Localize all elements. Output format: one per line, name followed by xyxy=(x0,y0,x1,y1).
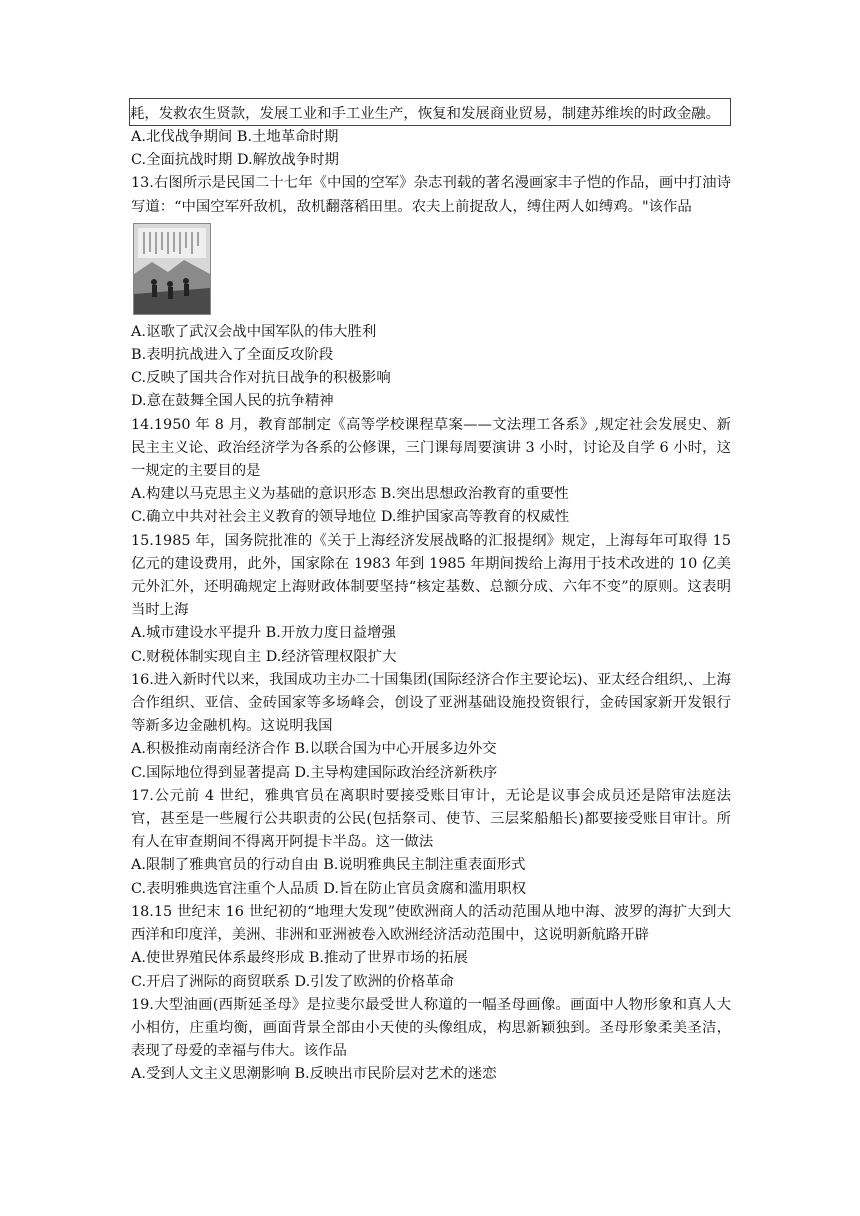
q12-option-ab: A.北伐战争期间 B.土地革命时期 xyxy=(131,129,339,145)
q17-stem: 17.公元前 4 世纪，雅典官员在离职时要接受账目审计，无论是议事会成员还是陪审法庭法官，甚至是一些履行公共职责的公民(包括祭司、使节、三层桨船船长)都要接受账目审计。所有人在审查期间不得离开阿提卡半岛。这一做法 xyxy=(131,787,731,851)
q12-fragment: 耗，发救农生贤款，发展工业和手工业生产，恢复和发展商业贸易，制建苏维埃的时政金融。 xyxy=(129,98,731,126)
q14-option-cd: C.确立中共对社会主义教育的领导地位 D.维护国家高等教育的权威性 xyxy=(131,509,570,526)
q13-option-d: D.意在鼓舞全国人民的抗争精神 xyxy=(131,393,334,410)
q18-option-ab: A.使世界殖民体系最终形成 B.推动了世界市场的拓展 xyxy=(131,950,468,967)
q18-option-cd: C.开启了洲际的商贸联系 D.引发了欧洲的价格革命 xyxy=(131,973,455,990)
q15-stem: 15.1985 年，国务院批准的《关于上海经济发展战略的汇报提纲》规定，上海每年可取得 15 亿元的建设费用，此外，国家除在 1983 年到 1985 年期间拨给上海用于技术改进的 10 亿美元外汇外，还明确规定上海财政体制要坚持“核定基数、总额分成、六年不变”的原则。这表明当时上海 xyxy=(131,532,731,619)
q19-option-ab: A.受到人文主义思潮影响 B.反映出市民阶层对艺术的迷恋 xyxy=(131,1066,497,1083)
q15-option-ab: A.城市建设水平提升 B.开放力度日益增强 xyxy=(131,625,396,642)
q18-stem: 18.15 世纪末 16 世纪初的“地理大发现”使欧洲商人的活动范围从地中海、波罗的海扩大到大西洋和印度洋，美洲、非洲和亚洲被卷入欧洲经济活动范围中，这说明新航路开辟 xyxy=(131,903,731,944)
q15-option-cd: C.财税体制实现自主 D.经济管理权限扩大 xyxy=(131,648,397,665)
q12-option-cd: C.全面抗战时期 D.解放战争时期 xyxy=(131,152,339,169)
q13-option-b: B.表明抗战进入了全面反攻阶段 xyxy=(131,347,334,364)
q16-option-ab: A.积极推动南南经济合作 B.以联合国为中心开展多边外交 xyxy=(131,741,497,758)
q14-option-ab: A.构建以马克思主义为基础的意识形态 B.突出思想政治教育的重要性 xyxy=(131,486,569,503)
q17-option-ab: A.限制了雅典官员的行动自由 B.说明雅典民主制注重表面形式 xyxy=(131,857,526,874)
q16-stem: 16.进入新时代以来，我国成功主办二十国集团(国际经济合作主要论坛)、亚太经合组织,、上海合作组织、亚信、金砖国家等多场峰会，创设了亚洲基础设施投资银行，金砖国家新开发银行等新多边金融机构。这说明我国 xyxy=(131,671,731,735)
q13-option-c: C.反映了国共合作对抗日战争的积极影响 xyxy=(131,370,391,387)
q13-stem: 13.右图所示是民国二十七年《中国的空军》杂志刊载的著名漫画家丰子恺的作品，画中打油诗写道：“中国空军歼敌机，敌机翻落稻田里。农夫上前捉敌人，缚住两人如缚鸡。"该作品 xyxy=(131,175,731,215)
q13-option-a: A.讴歌了武汉会战中国军队的伟大胜利 xyxy=(131,323,377,340)
q19-stem: 19.大型油画(西斯延圣母》是拉斐尔最受世人称道的一幅圣母画像。画面中人物形象和真人大小相仿，庄重均衡，画面背景全部由小天使的头像组成，构思新颖独到。圣母形象柔美圣洁，表现了母爱的幸福与伟大。该作品 xyxy=(131,996,731,1060)
q14-stem: 14.1950 年 8 月，教育部制定《高等学校课程草案——文法理工各系》,规定社会发展史、新民主主义论、政治经济学为各系的公修课，三门课每周要演讲 3 小时，讨论及自学 6 小时，这一规定的主要目的是 xyxy=(131,416,731,480)
q16-option-cd: C.国际地位得到显著提高 D.主导构建国际政治经济新秩序 xyxy=(131,764,498,781)
exam-page xyxy=(131,98,731,1087)
cartoon-illustration xyxy=(133,223,211,315)
q17-option-cd: C.表明雅典选官注重个人品质 D.旨在防止官员贪腐和滥用职权 xyxy=(131,880,527,897)
